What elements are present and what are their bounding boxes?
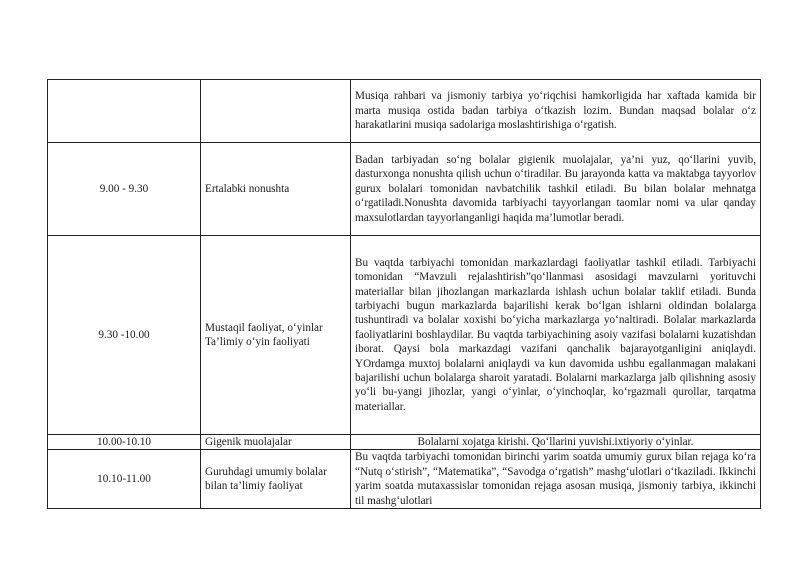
table-row [48,236,761,435]
table-row [48,450,761,509]
activity-cell [201,80,351,143]
table-row [48,435,761,450]
description-cell [351,143,761,236]
activity-cell: Guruhdagi umumiy bolalar bilan ta’limiy faoliyat [201,450,351,509]
activity-cell: Gigenik muolajalar [201,435,351,450]
description-cell [351,450,761,509]
description-text: Bu vaqtda tarbiyachi tomonidan markazlardagi faoliyatlar tashkil etiladi. Tarbiyachi tomonidan “Mavzuli rejalashtirish”qo‘llanmasi asosidagi mavzularni yorituvchi materiallar bilan jihozlangan markazlarda ishlash uchun bolalar taklif etiladi. Bunda tarbiyachi bugun markazlarda bajarilishi kerak bo‘lgan ishlarni oldindan bolalarga tushuntiradi va bolalar xoxishi bo‘yicha markazlarga yo‘naltiradi. Bolalar markazlarda faoliyatlarini boshlaydilar. Bu vaqtda tarbiyachining asoiy vazifasi bolalarni kuzatishdan iborat. Qaysi bola markazdagi vazifani qanchalik bajarayotganligini aniqlaydi. YOrdamga muxtoj bolalarni aniqlaydi va kun davomida ushbu egallanmagan malakani bajarilishi uchun bolalarga sharoit yaratadi. Bolalarni markazlarga jalb qilishning asosiy yo‘li bu-yangi jihozlar, yangi o‘yinlar, o‘yinchoqlar, ko‘rgazmali qurollar, tarqatma materiallar. [355,256,756,413]
table-row [48,80,761,143]
description-text: Musiqa rahbari va jismoniy tarbiya yo‘riqchisi hamkorligida har xaftada kamida bir marta musiqa ostida badan tarbiya o‘tkazish lozim. Bundan maqsad bolalar o‘z harakatlarini musiqa sadolariga moslashtirishiga o‘rgatish. [355,90,756,132]
description-cell [351,80,761,143]
time-cell: 10.10-11.00 [48,450,201,509]
time-cell: 9.00 - 9.30 [48,143,201,236]
time-cell [48,80,201,143]
time-cell: 10.00-10.10 [48,435,201,450]
description-text: Bolalarni xojatga kirishi. Qo‘llarini yuvishi.ixtiyoriy o‘yinlar. [417,436,694,448]
activity-cell: Ertalabki nonushta [201,143,351,236]
table-row [48,143,761,236]
description-text: Badan tarbiyadan so‘ng bolalar gigienik muolajalar, ya’ni yuz, qo‘llarini yuvib, dasturxonga nonushta qilish uchun o‘tiradilar. Bu jarayonda katta va maktabga tayyorlov gurux bolalari tomonidan navbatchilik tashkil etiladi. Bu bilan bolalar mehnatga o‘rgatiladi.Nonushta davomida tarbiyachi tayyorlangan taomlar nomi va ular qanday maxsulotlardan tayyorlanganligi haqida ma’lumotlar beradi. [355,153,756,224]
daily-schedule-table [47,79,761,509]
description-text: Bu vaqtda tarbiyachi tomonidan birinchi yarim soatda umumiy gurux bilan rejaga ko‘ra “Nutq o‘stirish”, “Matematika”, “Savodga o‘rgatish” mashg‘ulotlari o‘tkaziladi. Ikkinchi yarim soatda mutaxassislar tomonidan rejaga asosan musiqa, jismoniy tarbiya, ikkinchi til mashg‘ulotlari [355,451,756,507]
description-cell [351,236,761,435]
activity-cell: Mustaqil faoliyat, o‘yinlar Ta’limiy o‘yin faoliyati [201,236,351,435]
time-cell: 9.30 -10.00 [48,236,201,435]
description-cell [351,435,761,450]
